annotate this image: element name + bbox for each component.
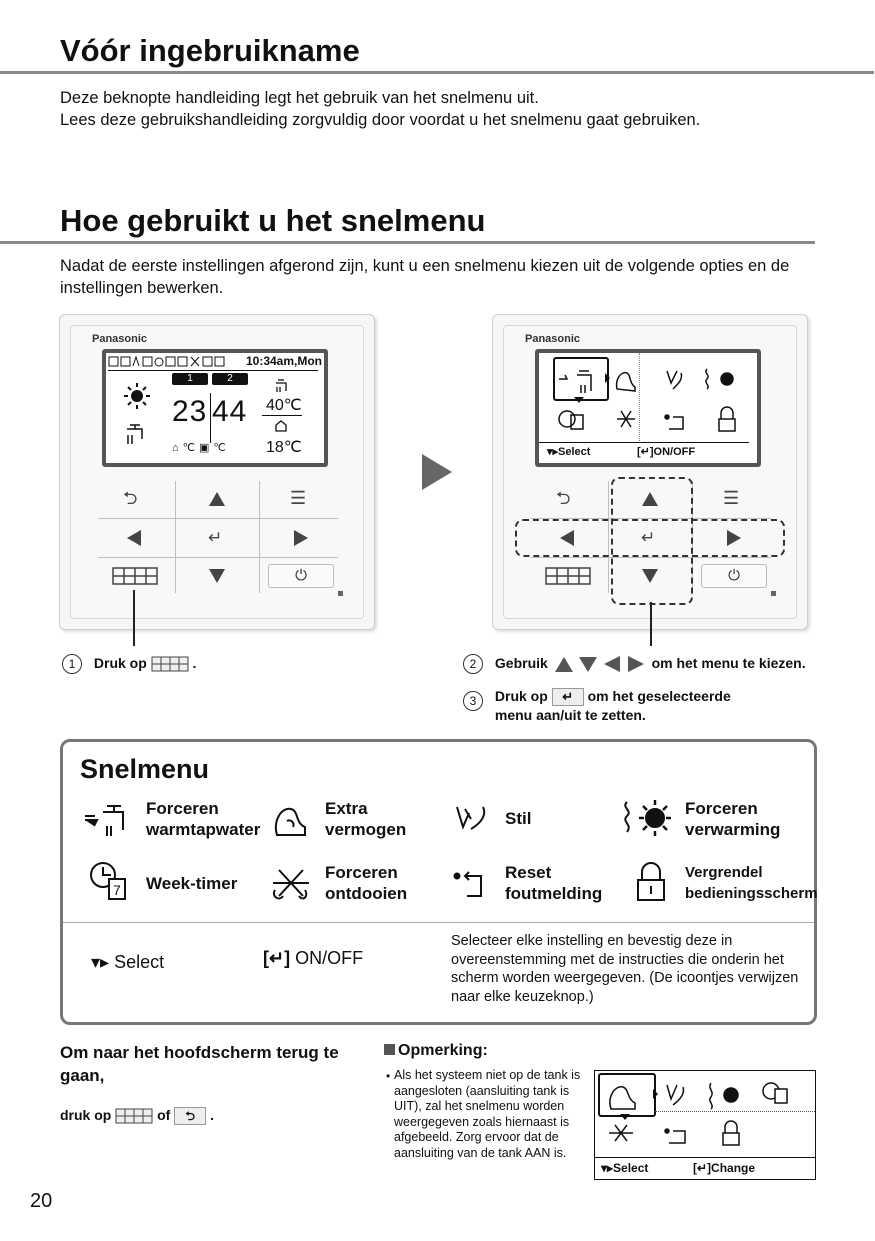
note-title: Opmerking: xyxy=(384,1042,488,1060)
outdoor-icon xyxy=(274,419,292,433)
reset-error-icon xyxy=(451,864,491,902)
mini-select-hint: ▾▸Select xyxy=(601,1161,649,1175)
remote-controller-quick-menu xyxy=(492,314,808,630)
brand-logo: Panasonic xyxy=(525,333,581,345)
section-title-before-use: Vóór ingebruikname xyxy=(60,33,360,68)
intro-line-2: Lees deze gebruikshandleiding zorgvuldig door voordat u het snelmenu gaat gebruiken. xyxy=(60,111,701,129)
square-bullet-icon xyxy=(384,1044,395,1055)
indicator-led xyxy=(771,591,776,596)
onoff-hint: [↵]ON/OFF xyxy=(637,446,696,458)
brand-logo: Panasonic xyxy=(92,333,148,345)
section-divider xyxy=(0,241,815,244)
force-hot-water-icon xyxy=(83,800,139,838)
quick-menu-key-icon xyxy=(115,1108,153,1124)
section2-intro: Nadat de eerste instellingen afgerond zijn, kunt u een snelmenu kiezen uit de volgende opties en de instellingen bewerken. xyxy=(60,257,790,297)
room-unit: ℃ xyxy=(182,442,196,454)
force-defrost-icon xyxy=(269,862,315,904)
mini-menu-icons xyxy=(601,1075,811,1155)
panel-icon: ▣ xyxy=(199,442,210,454)
step-3: 3 Druk op ↵ om het geselecteerde menu aan/uit te zetten. xyxy=(463,687,731,724)
zone-1-temperature: 23 xyxy=(172,395,208,428)
quick-menu-icons xyxy=(555,361,755,443)
remote-controller-home xyxy=(59,314,375,630)
arrow-right-icon xyxy=(422,454,452,490)
menu-label-quiet: Stil xyxy=(505,809,532,828)
page-number: 20 xyxy=(30,1190,53,1212)
snelmenu-title: Snelmenu xyxy=(80,754,210,784)
room-sensor-row xyxy=(172,441,226,454)
quick-menu-screen xyxy=(535,349,761,467)
indicator-led xyxy=(338,591,343,596)
select-hint: ▾▸Select xyxy=(547,446,591,458)
mini-quick-menu-screen xyxy=(594,1070,816,1180)
power-button[interactable]: ⏻ xyxy=(268,564,334,588)
left-button[interactable] xyxy=(127,530,141,546)
tap-water-icon xyxy=(124,417,152,445)
callout-line xyxy=(650,602,652,646)
power-button[interactable]: ⏻ xyxy=(701,564,767,588)
menu-label-extra-power: Extra vermogen xyxy=(325,799,407,839)
arrow-keys-icon xyxy=(552,654,648,674)
legend-explanation: Selecteer elke instelling en bevestig deze in overeenstemming met de instructies die onderin het scherm worden weergegeven. (De icoontjes verwijzen naar elke keuzeknop.) xyxy=(451,933,799,1005)
section-title-how-to-use: Hoe gebruikt u het snelmenu xyxy=(60,203,486,238)
back-home-instruction: druk op of ⮌ . xyxy=(60,1107,215,1124)
tank-temperature: 40℃ xyxy=(266,397,302,414)
back-button[interactable]: ⮌ xyxy=(123,488,138,508)
back-button[interactable]: ⮌ xyxy=(556,488,571,508)
quick-menu-button[interactable] xyxy=(545,567,591,585)
right-button[interactable] xyxy=(294,530,308,546)
tank-icon xyxy=(274,377,292,393)
menu-label-week-timer: Week-timer xyxy=(146,874,238,893)
quick-menu-key-icon xyxy=(151,656,189,672)
step-2: 2 Gebruik om het menu te kiezen. xyxy=(463,654,806,674)
clock-display: 10:34am,Mon xyxy=(245,354,322,368)
intro-line-1: Deze beknopte handleiding legt het gebruik van het snelmenu uit. xyxy=(60,89,539,107)
section-divider xyxy=(0,71,874,74)
note-text: Als het systeem niet op de tank is aangesloten (aansluiting tank is UIT), zal het snelmenu worden weergegeven zoals hiernaast is afgebeeld. Zorg ervoor dat de aansluiting van de tank AAN is. xyxy=(394,1068,581,1160)
extra-power-icon xyxy=(271,799,311,839)
onoff-legend: [↵] ON/OFF xyxy=(263,948,364,968)
menu-button[interactable]: ☰ xyxy=(290,488,307,508)
menu-label-force-hot-water: Forceren warmtapwater xyxy=(146,799,261,839)
menu-label-force-defrost: Forceren ontdooien xyxy=(325,863,408,903)
zone-2-badge: 2 xyxy=(212,373,248,385)
quiet-mode-icon xyxy=(451,799,491,839)
enter-key-icon: ↵ xyxy=(552,688,584,706)
force-heating-icon xyxy=(617,798,677,838)
heating-sun-icon xyxy=(124,383,150,409)
quick-menu-button[interactable] xyxy=(112,567,158,585)
panel-unit: ℃ xyxy=(213,442,226,454)
mini-change-hint: [↵]Change xyxy=(693,1161,756,1175)
menu-button[interactable]: ☰ xyxy=(723,488,740,508)
enter-button[interactable]: ↵ xyxy=(208,528,223,547)
step-1: 1 Druk op . xyxy=(62,654,196,674)
week-timer-icon xyxy=(89,861,129,901)
horizontal-arrows-highlight xyxy=(515,519,785,557)
down-button[interactable] xyxy=(209,569,225,583)
house-icon: ⌂ xyxy=(172,441,179,454)
panel-divider xyxy=(63,922,814,923)
snelmenu-panel xyxy=(60,739,817,1025)
enter-button[interactable]: ↵ xyxy=(641,528,656,547)
svg-text:7: 7 xyxy=(113,882,121,898)
menu-label-lock: Vergrendel bedieningsscherm xyxy=(685,864,818,902)
select-legend: ▾▸ Select xyxy=(91,952,165,972)
up-button[interactable] xyxy=(209,492,225,506)
callout-line xyxy=(133,590,135,646)
bullet-icon: • xyxy=(386,1069,391,1083)
menu-label-reset-error: Reset foutmelding xyxy=(505,863,603,903)
back-key-icon: ⮌ xyxy=(174,1107,206,1125)
lock-icon xyxy=(635,860,667,904)
back-home-title: Om naar het hoofdscherm terug te gaan, xyxy=(60,1043,339,1085)
zone-2-temperature: 44 xyxy=(212,395,248,428)
outdoor-temperature: 18℃ xyxy=(266,439,302,456)
menu-label-force-heating: Forceren verwarming xyxy=(685,799,781,839)
home-screen xyxy=(102,349,328,467)
status-icons xyxy=(108,355,233,368)
zone-1-badge: 1 xyxy=(172,373,208,385)
